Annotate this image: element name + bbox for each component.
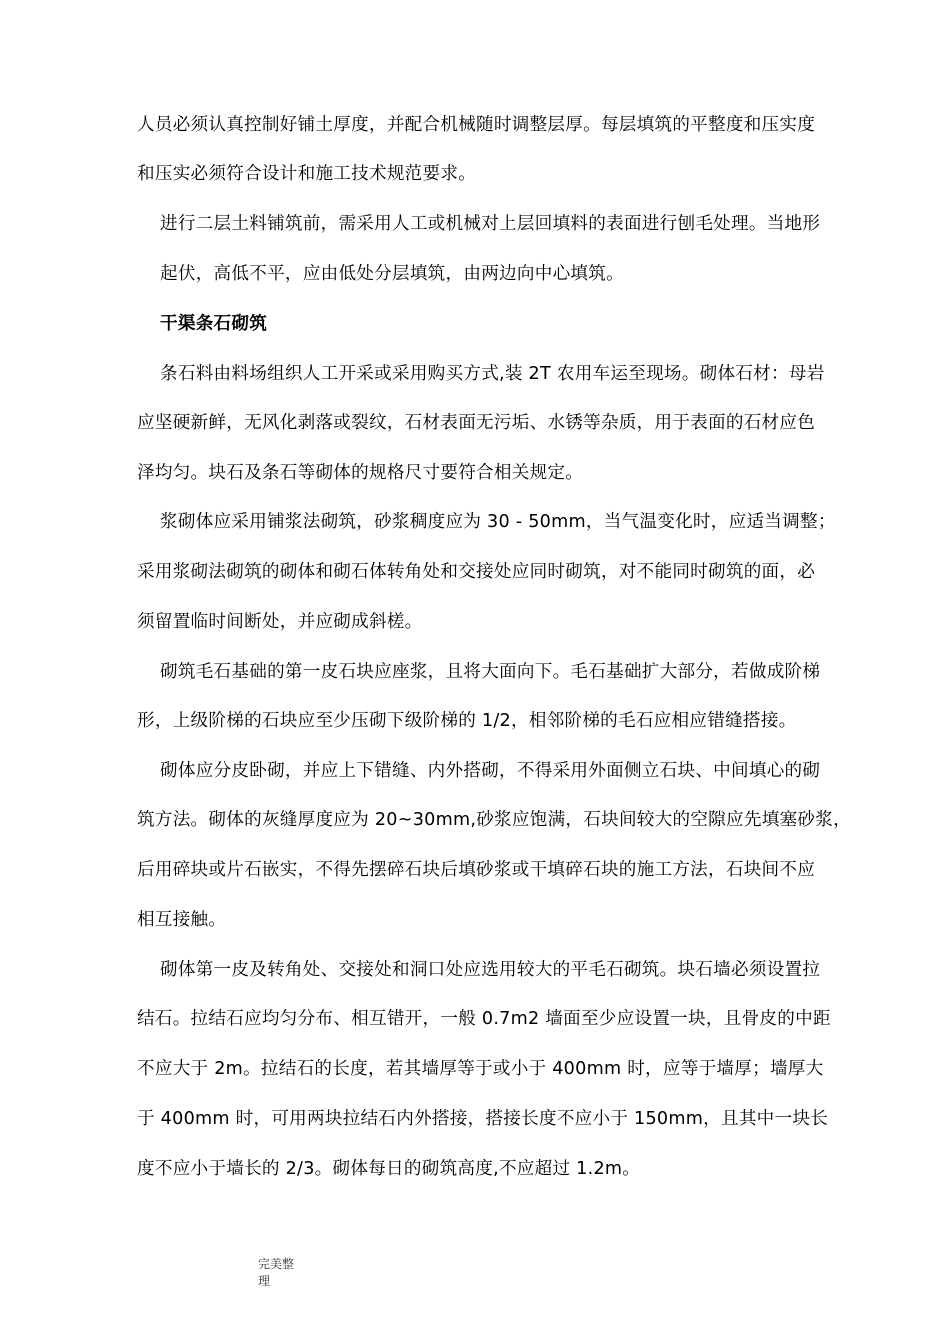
paragraph-line: 砌筑毛石基础的第一皮石块应座浆，且将大面向下。毛石基础扩大部分，若做成阶梯 [160,662,821,682]
paragraph-line: 筑方法。砌体的灰缝厚度应为 20~30mm,砂浆应饱满，石块间较大的空隙应先填塞砂浆， [137,810,851,830]
paragraph-line: 砌体应分皮卧砌，并应上下错缝、内外搭砌，不得采用外面侧立石块、中间填心的砌 [160,761,821,781]
paragraph-line: 应坚硬新鲜，无风化剥落或裂纹，石材表面无污垢、水锈等杂质，用于表面的石材应色 [137,413,816,433]
paragraph-line: 采用浆砌法砌筑的砌体和砌石体转角处和交接处应同时砌筑，对不能同时砌筑的面，必 [137,562,816,582]
paragraph-line: 条石料由料场组织人工开采或采用购买方式,装 2T 农用车运至现场。砌体石材：母岩 [160,364,825,384]
paragraph-line: 人员必须认真控制好铺土厚度，并配合机械随时调整层厚。每层填筑的平整度和压实度 [137,115,816,135]
paragraph-line: 相互接触。 [137,910,227,930]
paragraph-line: 和压实必须符合设计和施工技术规范要求。 [137,164,477,184]
paragraph-line: 度不应小于墙长的 2/3。砌体每日的砌筑高度,不应超过 1.2m。 [137,1159,641,1179]
paragraph-line: 进行二层土料铺筑前，需采用人工或机械对上层回填料的表面进行刨毛处理。当地形 [160,214,821,234]
paragraph-line: 结石。拉结石应均匀分布、相互错开，一般 0.7m2 墙面至少应设置一块，且骨皮的中距 [137,1009,831,1029]
page-footer: 完美整理 [258,1257,295,1288]
paragraph-line: 后用碎块或片石嵌实，不得先摆碎石块后填砂浆或干填碎石块的施工方法，石块间不应 [137,860,816,880]
paragraph-line: 于 400mm 时，可用两块拉结石内外搭接，搭接长度不应小于 150mm，且其中一块长 [137,1109,829,1129]
paragraph-line: 浆砌体应采用铺浆法砌筑，砂浆稠度应为 30 - 50mm，当气温变化时，应适当调整； [160,512,836,532]
section-heading: 干渠条石砌筑 [160,314,268,334]
paragraph-line: 泽均匀。块石及条石等砌体的规格尺寸要符合相关规定。 [137,463,584,483]
paragraph-line: 形，上级阶梯的石块应至少压砌下级阶梯的 1/2，相邻阶梯的毛石应相应错缝搭接。 [137,711,797,731]
paragraph-line: 砌体第一皮及转角处、交接处和洞口处应选用较大的平毛石砌筑。块石墙必须设置拉 [160,960,821,980]
paragraph-line: 不应大于 2m。拉结石的长度，若其墙厚等于或小于 400mm 时，应等于墙厚；墙厚大 [137,1059,824,1079]
paragraph-line: 须留置临时间断处，并应砌成斜槎。 [137,612,423,632]
paragraph-line: 起伏，高低不平，应由低处分层填筑，由两边向中心填筑。 [160,264,624,284]
